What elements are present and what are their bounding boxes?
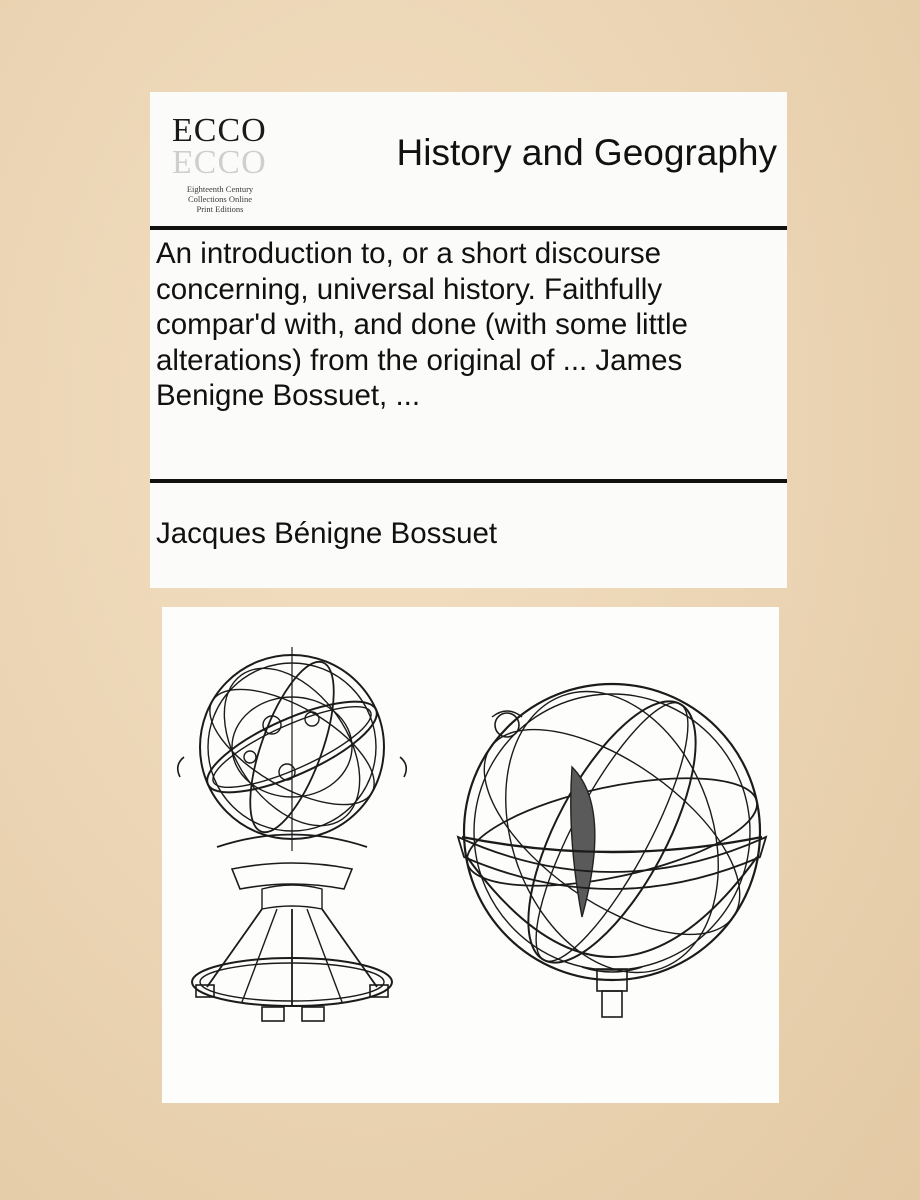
book-author: Jacques Bénigne Bossuet	[156, 517, 498, 550]
ecco-logo-caption	[170, 184, 270, 214]
ecco-logo-caption-line: Collections Online	[188, 194, 252, 204]
ecco-logo-mark: ECCO	[172, 112, 267, 149]
left-armillary-sphere	[178, 643, 407, 1021]
right-armillary-sphere	[451, 662, 774, 1017]
title-panel	[150, 92, 787, 588]
ecco-logo	[164, 104, 274, 222]
armillary-spheres-illustration	[162, 607, 779, 1103]
ecco-logo-caption-line: Eighteenth Century	[186, 184, 254, 194]
divider-rule	[150, 226, 787, 230]
divider-rule	[150, 479, 787, 483]
ecco-logo-caption-line: Print Editions	[196, 204, 244, 214]
illustration-plate	[162, 607, 779, 1103]
book-title: An introduction to, or a short discourse concerning, universal history. Faithfully compar'd with, and done (with some little alterations) from the original of ... James Benigne Bossuet, ...	[156, 237, 688, 412]
series-title: History and Geography	[396, 132, 777, 173]
ecco-logo-reflection: ECCO	[172, 143, 267, 180]
